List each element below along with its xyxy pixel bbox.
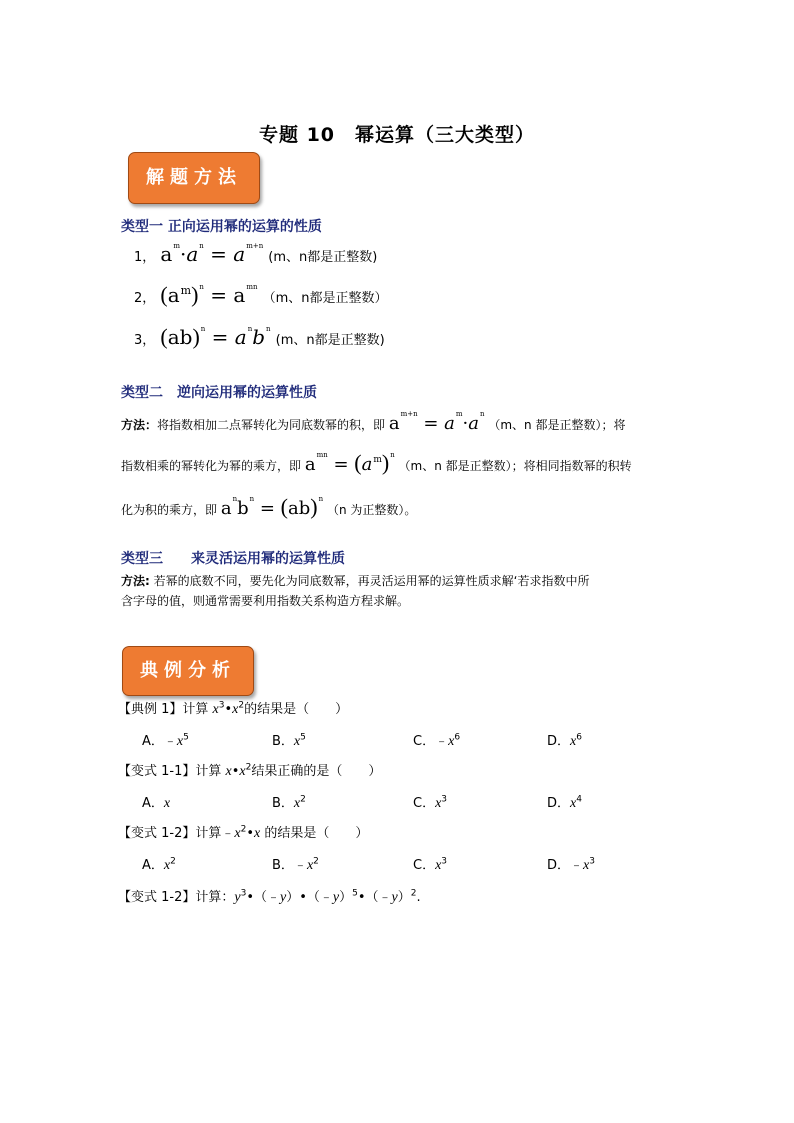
type2-line-2: 指数相乘的幂转化为幂的乘方，即 $a^{mn} = (a^m)^n$ （m、n 都是正整数）；将相同指数幂的积转: [121, 450, 632, 475]
type3-heading: 类型三 来灵活运用幂的运算性质: [121, 551, 345, 567]
type1-item-2: 2， $(a^m)^n = a^{mn}$ （m、n都是正整数）: [134, 282, 388, 307]
type1-heading: 类型一 正向运用幂的运算的性质: [121, 219, 322, 235]
question-tag: 【变式 1-2】: [118, 826, 196, 841]
question-2: 【变式 1-1】计算 $x•x^2$结果正确的是（ ）: [118, 762, 382, 779]
item-number: 2，: [134, 291, 156, 306]
question-3: 【变式 1-2】计算$﹣x^2•x$ 的结果是（ ）: [118, 824, 369, 841]
option-b[interactable]: B．$x^2$: [272, 794, 306, 811]
type2-text-3a: 化为积的乘方，即: [121, 503, 218, 517]
question-suffix: .: [416, 890, 421, 905]
option-a[interactable]: A．$﹣x^5$: [142, 732, 189, 749]
option-c[interactable]: C．$x^3$: [413, 856, 448, 873]
method-badge: [128, 152, 260, 204]
method-label: 方法：: [121, 418, 158, 432]
type2-line-3: 化为积的乘方，即 $a^nb^n = (ab)^n$ （n 为正整数）。: [121, 494, 417, 519]
type2-line-1: 方法：将指数相加二点幂转化为同底数幂的积，即 $a^{m+n} = a^m\cdot a^n$ （m、n 都是正整数）；将: [121, 410, 626, 434]
option-d[interactable]: D．$﹣x^3$: [547, 856, 595, 873]
option-d[interactable]: D．$x^4$: [547, 794, 582, 811]
type2-text-1b: （m、n 都是正整数）；将: [488, 418, 626, 432]
question-tag: 【变式 1-2】: [118, 890, 196, 905]
type1-item-1: 1， $a^m\cdot a^n = a^{m+n}$ (m、n都是正整数): [134, 242, 378, 266]
type2-text-3b: （n 为正整数）。: [326, 503, 417, 517]
question-tag: 【典例 1】: [118, 702, 183, 717]
type2-text-1a: 将指数相加二点幂转化为同底数幂的积，即: [157, 418, 386, 432]
method-label: 方法:: [121, 574, 150, 588]
option-c[interactable]: C．$﹣x^6$: [413, 732, 461, 749]
question-prefix: 计算﹣: [195, 826, 235, 841]
option-c[interactable]: C．$x^3$: [413, 794, 448, 811]
type3-text-1: 若幂的底数不同，要先化为同底数幂，再灵活运用幂的运算性质求解‘若求指数中所: [153, 574, 590, 588]
type3-line-2: 含字母的值，则通常需要利用指数关系构造方程求解。: [121, 594, 410, 608]
question-tag: 【变式 1-1】: [118, 764, 196, 779]
option-b[interactable]: B．$x^5$: [272, 732, 306, 749]
question-prefix: 计算: [182, 702, 213, 717]
type2-text-2a: 指数相乘的幂转化为幂的乘方，即: [121, 459, 302, 473]
examples-badge-label: 典例分析: [140, 660, 236, 681]
option-d[interactable]: D．$x^6$: [547, 732, 582, 749]
option-a[interactable]: A．$x^2$: [142, 856, 176, 873]
question-prefix: 计算：: [195, 890, 235, 905]
item-condition: （m、n都是正整数）: [262, 291, 388, 306]
item-number: 1，: [134, 250, 156, 265]
item-condition: (m、n都是正整数): [275, 333, 385, 348]
question-suffix: 的结果是（ ）: [244, 702, 349, 717]
question-1: 【典例 1】计算 $x^3•x^2$的结果是（ ）: [118, 700, 349, 717]
question-suffix: 结果正确的是（ ）: [251, 764, 382, 779]
option-a[interactable]: A．x: [142, 796, 171, 811]
question-prefix: 计算: [195, 764, 226, 779]
method-badge-label: 解题方法: [146, 167, 242, 188]
option-b[interactable]: B．$﹣x^2$: [272, 856, 319, 873]
type3-line-1: [121, 572, 589, 589]
item-number: 3，: [134, 333, 156, 348]
type2-text-2b: （m、n 都是正整数）；将相同指数幂的积转: [398, 459, 632, 473]
examples-badge: [122, 646, 254, 696]
type1-item-3: 3， $(ab)^n = a^nb^n$ (m、n都是正整数): [134, 324, 385, 349]
item-condition: (m、n都是正整数): [268, 250, 378, 265]
question-suffix: 的结果是（ ）: [264, 826, 369, 841]
type2-heading: 类型二 逆向运用幂的运算性质: [121, 385, 317, 401]
question-4: 【变式 1-2】计算：$y^3•(﹣y)•(﹣y)^5•(﹣y)^2$.: [118, 888, 421, 905]
page-title: 专题 10 幂运算（三大类型）: [258, 124, 536, 146]
